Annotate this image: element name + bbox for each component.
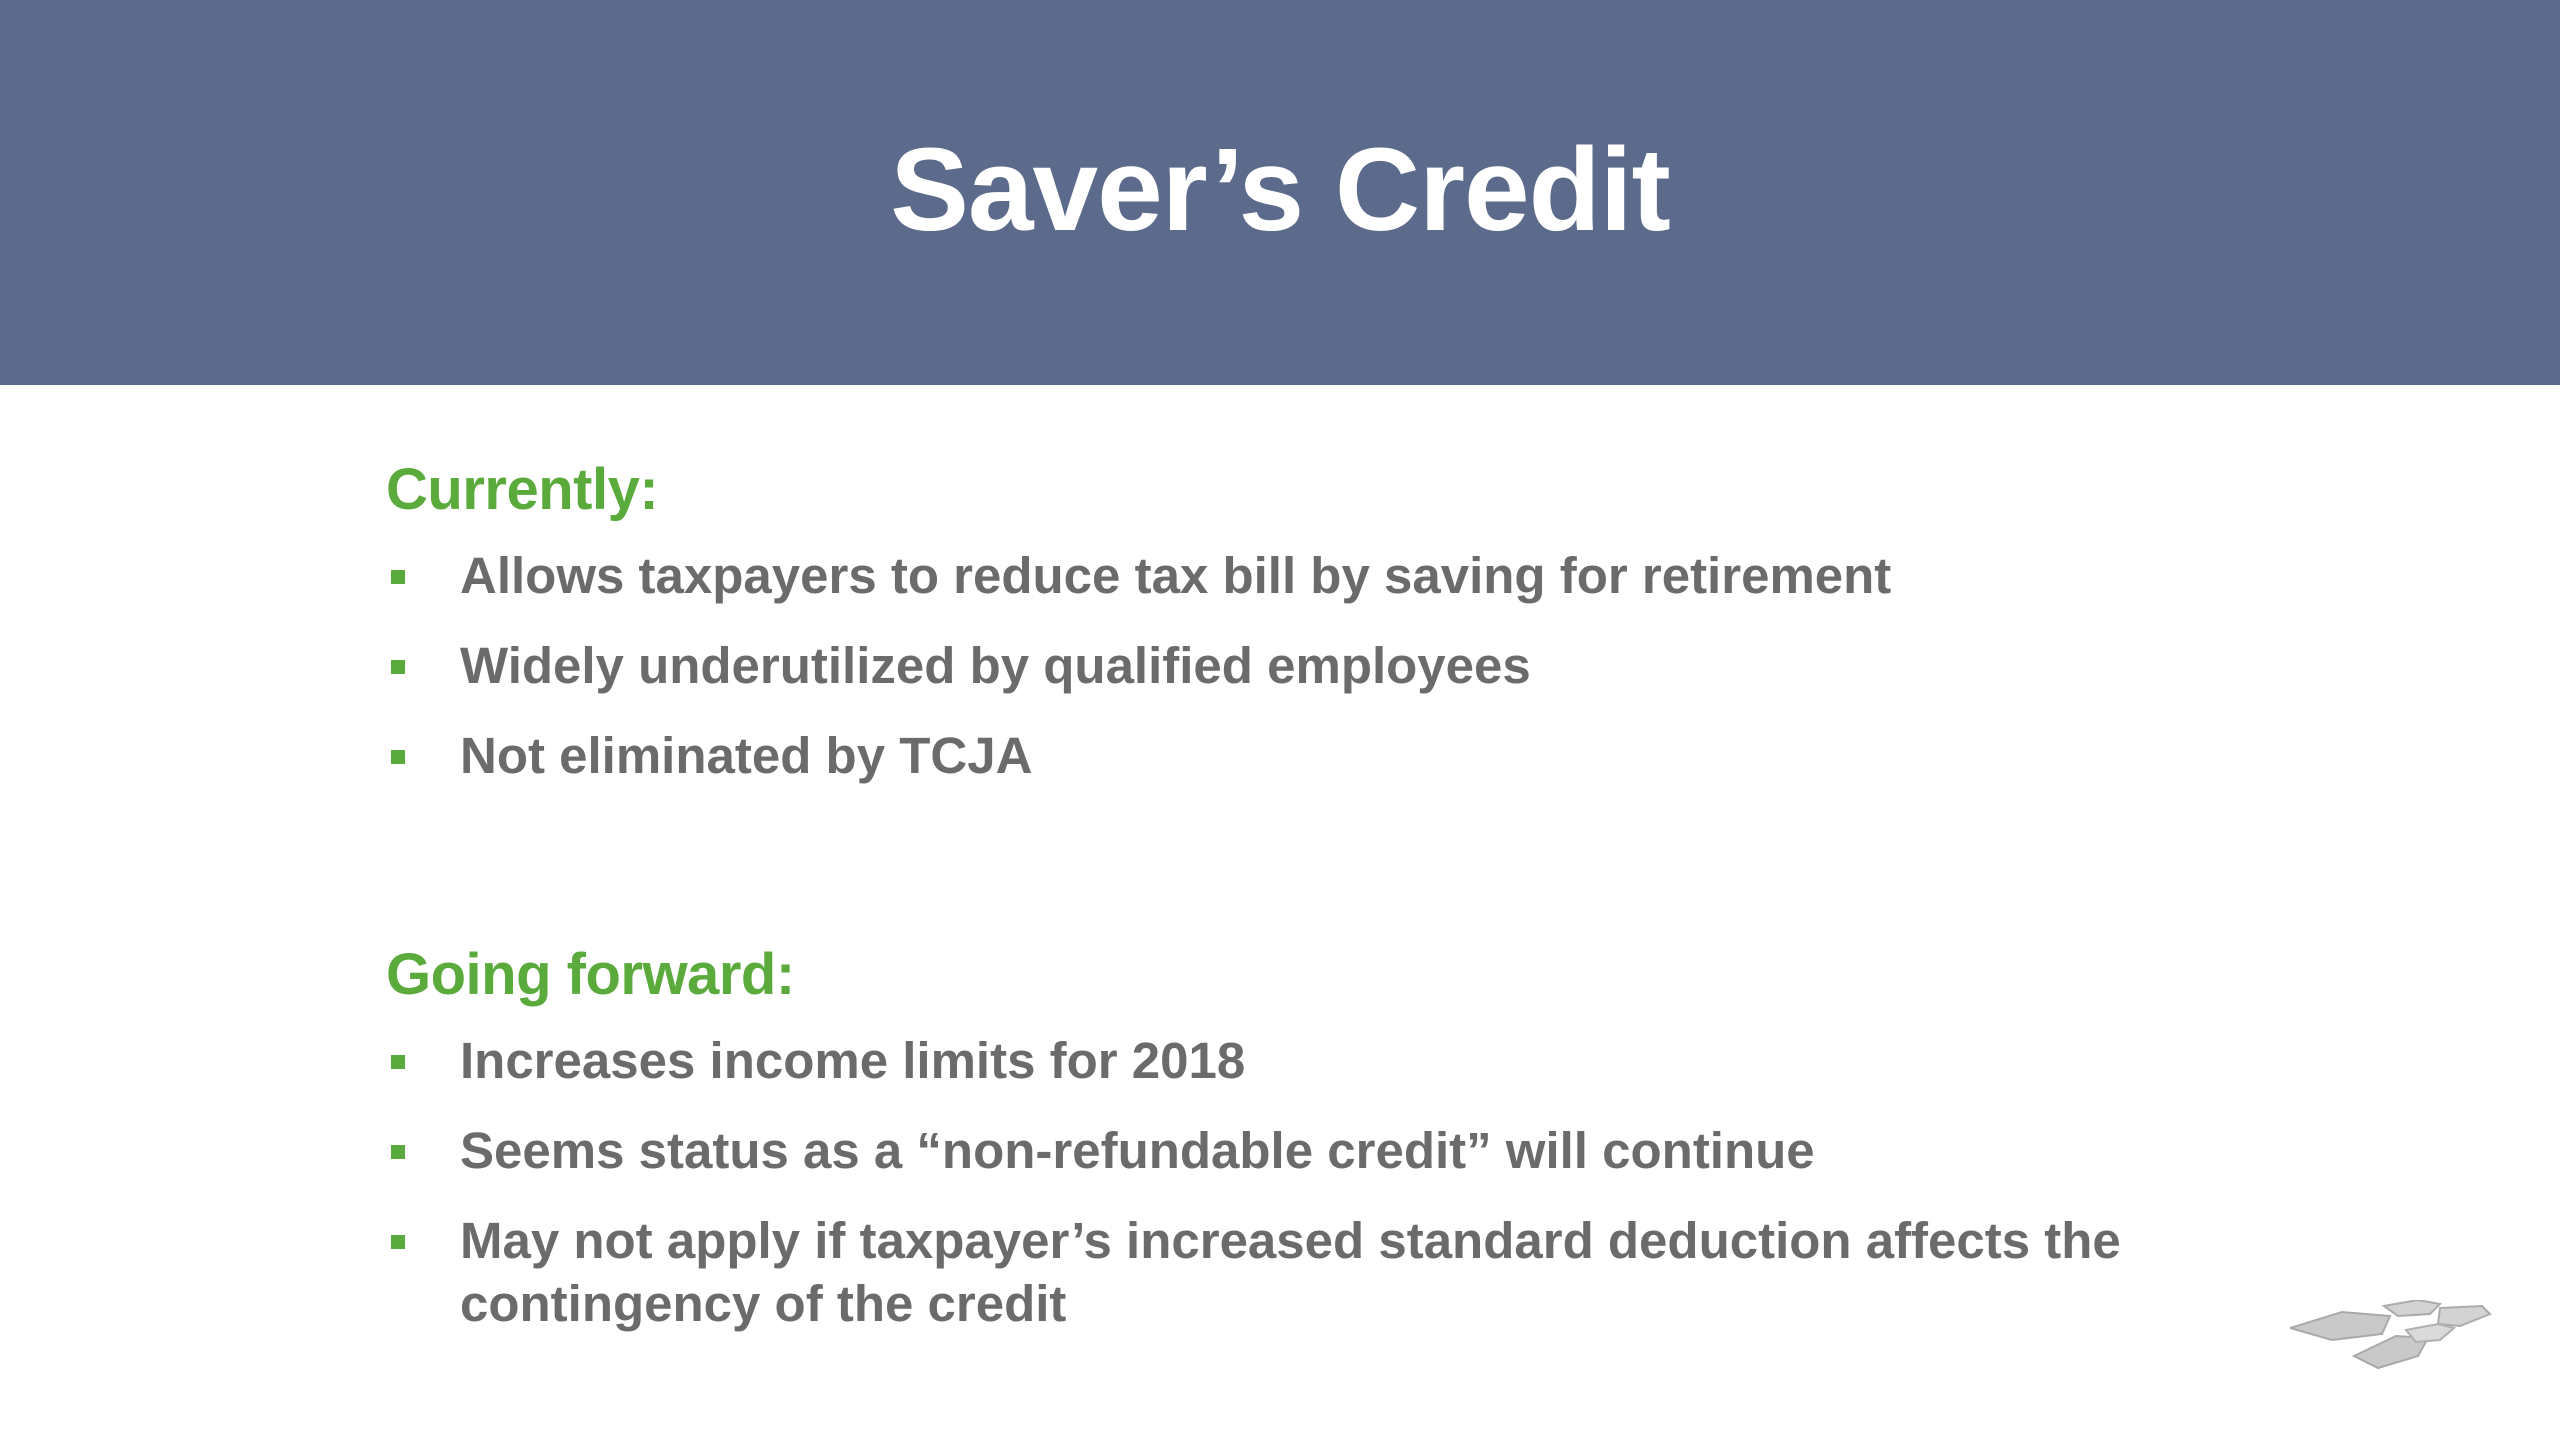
- section-going-forward: [386, 937, 2286, 1362]
- bullet-item: [386, 1209, 2286, 1335]
- slide-title: Saver’s Credit: [890, 124, 1670, 256]
- bullet-item: [386, 544, 2286, 607]
- section-heading-currently: Currently:: [386, 457, 659, 522]
- bullet-text: Increases income limits for 2018: [460, 1032, 1246, 1089]
- square-bullet-icon: [391, 1055, 405, 1069]
- bullet-text: Widely underutilized by qualified employees: [460, 637, 1531, 694]
- section-currently: [386, 452, 2286, 814]
- bullet-text: Not eliminated by TCJA: [460, 727, 1033, 784]
- square-bullet-icon: [391, 570, 405, 584]
- bullet-item: [386, 724, 2286, 787]
- bullet-text: May not apply if taxpayer’s increased standard deduction affects the contingency of the credit: [460, 1212, 2121, 1332]
- bullet-list-currently: [386, 544, 2286, 787]
- grey-tiles-logo-icon: [2290, 1300, 2500, 1380]
- square-bullet-icon: [391, 1235, 405, 1249]
- square-bullet-icon: [391, 750, 405, 764]
- bullet-item: [386, 1119, 2286, 1182]
- square-bullet-icon: [391, 660, 405, 674]
- bullet-text: Allows taxpayers to reduce tax bill by saving for retirement: [460, 547, 1892, 604]
- bullet-item: [386, 634, 2286, 697]
- section-heading-going-forward: Going forward:: [386, 942, 795, 1007]
- bullet-item: [386, 1029, 2286, 1092]
- bullet-text: Seems status as a “non-refundable credit” will continue: [460, 1122, 1815, 1179]
- bullet-list-going-forward: [386, 1029, 2286, 1335]
- square-bullet-icon: [391, 1145, 405, 1159]
